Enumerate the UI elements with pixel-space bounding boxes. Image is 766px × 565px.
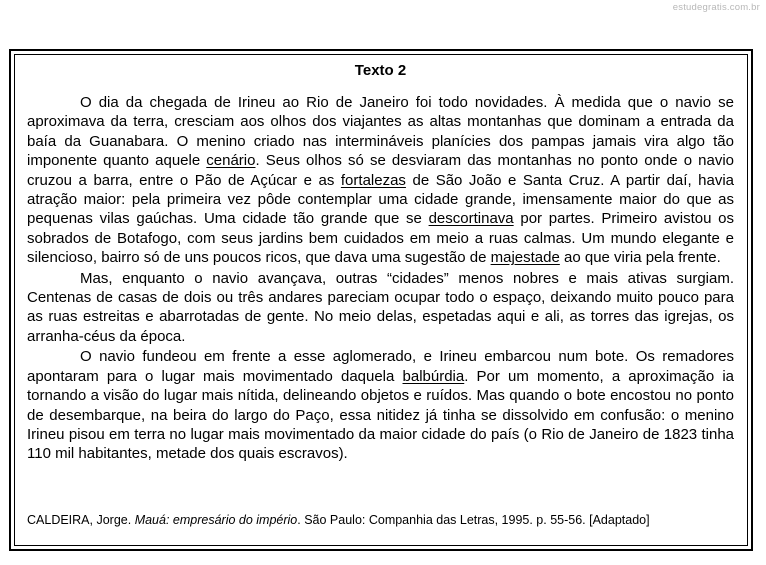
underlined-word: descortinava [428,210,514,228]
paragraph-text: ao que viria pela frente. [559,249,721,267]
underlined-word: fortalezas [340,171,406,189]
paragraph-text: O dia da chegada de Irineu ao Rio de Janeiro foi todo novidades. À medida que o navio se aproximava da terra, cresciam aos olhos dos viajantes as altas montanhas que dominam a entrada da baía da Guanabara. O menino criado nas intermináveis planícies dos pampas jamais vira algo tão imponente quanto aquele [27,94,734,170]
paragraph-2 [27,269,734,347]
text-box [14,54,748,546]
text-title: Texto 2 [354,62,407,79]
paragraph-text: por partes. Primeiro avistou os sobrados de Botafogo, com seus jardins bem cuidados em meio a ruas calmas. Um mundo elegante e silencioso, bairro só de uns poucos ricos, que dava uma sugestão de [27,210,734,267]
underlined-word: cenário [206,152,256,170]
paragraph-text: . Seus olhos só se desviaram das montanhas no ponto onde o navio cruzou a barra, entre o Pão de Açúcar e as [27,152,734,189]
citation-publication: . São Paulo: Companhia das Letras, 1995. p. 55-56. [Adaptado] [297,513,650,527]
citation-author: CALDEIRA, Jorge. [27,513,135,527]
site-watermark: estudegratis.com.br [672,2,760,13]
text-body [27,93,734,464]
paragraph-text: . Por um momento, a aproximação ia tornando a visão do lugar mais nítida, delineando objetos e ruídos. Mas quando o bote encostou no ponto de desembarque, na beira do largo do Paço, essa nitidez já tinha se dissolvido em confusão: o menino Irineu pisou em terra no lugar mais movimentado da maior cidade do país (o Rio de Janeiro de 1823 tinha 110 mil habitantes, metade dos quais escravos). [27,367,735,463]
paragraph-text: Mas, enquanto o navio avançava, outras “cidades” menos nobres e mais ativas surgiam. Centenas de casas de dois ou três andares pareciam ocupar todo o espaço, deixando muito pouco para as ruas estreitas e abarrotadas de gente. No meio delas, espetadas aqui e ali, as torres das igrejas, os arranha-céus da época. [27,269,734,345]
paragraph-1 [27,93,734,268]
paragraph-text: de São João e Santa Cruz. A partir daí, havia atração maior: pela primeira vez pôde contemplar uma cidade grande, imensamente maior do que as pequenas vilas gaúchas. Uma cidade tão grande que se [27,171,735,228]
paragraph-text: O navio fundeou em frente a esse aglomerado, e Irineu embarcou num bote. Os remadores apontaram para o lugar mais movimentado daquela [27,348,734,385]
underlined-word: majestade [490,249,560,267]
citation-book-title: Mauá: empresário do império [134,513,298,527]
paragraph-3 [27,347,734,463]
citation [27,512,650,528]
underlined-word: balbúrdia [402,367,465,385]
